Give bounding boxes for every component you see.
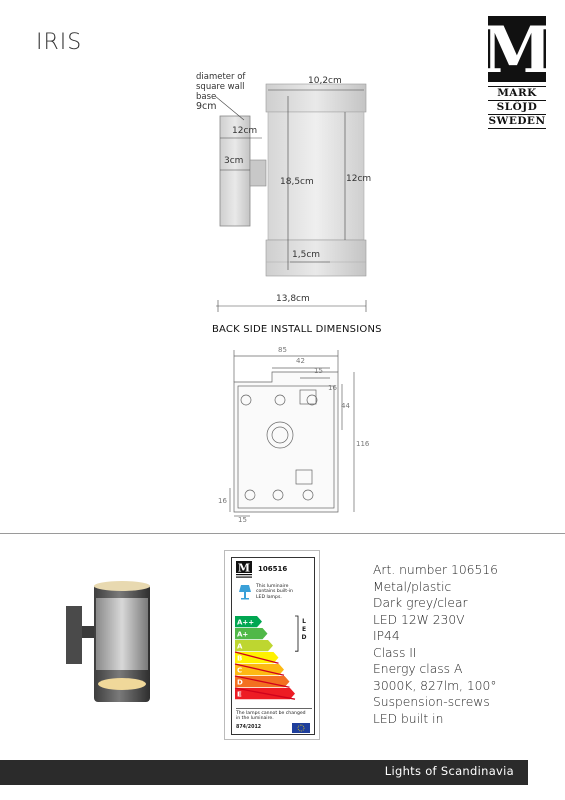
energy-class-label: E	[237, 690, 242, 699]
led-range-bracket	[295, 616, 298, 651]
cylinder-top-cap	[266, 84, 366, 112]
luminaire-note-line-1: This luminaire	[256, 584, 289, 589]
back-dim-bottom-offset: 15	[238, 516, 247, 524]
dim-ring: 1,5cm	[292, 250, 321, 260]
dim-base-height: 12cm	[232, 126, 258, 136]
spec-energy-class: Energy class A	[373, 662, 463, 676]
energy-class-scale	[235, 616, 299, 700]
back-dim-hole-offset: 15	[314, 367, 323, 375]
led-letter-d: D	[301, 634, 307, 641]
spec-material: Metal/plastic	[373, 579, 452, 594]
wall-base-note-line-1: diameter of	[196, 72, 246, 82]
energy-class-label: D	[237, 678, 243, 687]
energy-regulation: 874/2012	[236, 725, 262, 730]
eu-flag-icon	[292, 723, 310, 733]
product-photo	[60, 580, 170, 710]
wall-base-note-line-3: base	[196, 92, 217, 102]
wall-base-note	[196, 72, 245, 112]
spec-class: Class II	[373, 645, 417, 660]
dim-total-depth: 13,8cm	[276, 294, 310, 304]
energy-brand-icon	[236, 561, 252, 579]
back-dim-bottom-height: 16	[218, 497, 227, 505]
back-side-drawing	[0, 330, 565, 530]
energy-lamp-note	[236, 708, 312, 722]
energy-label-frame	[231, 557, 315, 735]
spec-mounting: Suspension-screws	[373, 695, 490, 709]
dim-inner-height: 18,5cm	[280, 177, 314, 187]
lamp-icon	[238, 584, 252, 600]
footer-tagline: Lights of Scandinavia	[384, 764, 514, 778]
section-divider	[0, 533, 565, 534]
spec-color: Dark grey/clear	[373, 596, 468, 610]
back-dim-spacing: 44	[341, 402, 350, 410]
spec-power: LED 12W 230V	[373, 612, 465, 627]
wall-base-note-line-2: square wall	[196, 82, 245, 92]
spec-ip-rating: IP44	[373, 629, 400, 643]
spec-art-number: Art. number 106516	[373, 563, 498, 577]
energy-class-label: C	[237, 666, 243, 675]
product-specs	[373, 562, 498, 727]
back-side-title: BACK SIDE INSTALL DIMENSIONS	[212, 324, 382, 335]
energy-luminaire-note	[256, 584, 293, 600]
back-dim-height: 116	[356, 440, 370, 448]
side-view-drawing	[0, 0, 565, 320]
led-letter-l: L	[302, 618, 306, 625]
lamp-note-line-1: The lamps cannot be changed	[236, 711, 306, 716]
energy-brand-letter: M	[237, 561, 251, 575]
arm	[250, 160, 266, 186]
led-letter-e: E	[301, 626, 307, 633]
luminaire-note-line-3: LED lamps.	[256, 594, 282, 600]
energy-class-label: A	[237, 642, 243, 651]
dim-top-width: 10,2cm	[308, 76, 342, 86]
logo-line-1: MARK	[488, 86, 546, 101]
footer-bar	[0, 760, 528, 785]
back-dim-inner-width: 42	[296, 357, 305, 365]
spec-led: LED built in	[373, 711, 444, 726]
energy-art-number: 106516	[258, 565, 288, 573]
logo-line-3: SWEDEN	[488, 115, 546, 127]
energy-led-marker	[300, 618, 308, 642]
wall-base-note-value: 9cm	[196, 101, 217, 112]
back-dim-width: 85	[278, 346, 287, 354]
energy-class-label: A++	[237, 618, 255, 627]
energy-label	[224, 550, 320, 740]
product-title: IRIS	[36, 30, 83, 55]
logo-letter: M	[481, 13, 553, 88]
dim-base-depth: 3cm	[224, 156, 244, 166]
energy-class-label: B	[237, 654, 243, 663]
dim-body-height: 12cm	[346, 174, 372, 184]
logo-line-2: SLÖJD	[488, 101, 546, 115]
luminaire-note-line-2: contains built-in	[256, 589, 293, 595]
back-dim-hole-height: 16	[328, 384, 337, 392]
energy-class-label: A+	[237, 630, 249, 639]
spec-light: 3000K, 827lm, 100°	[373, 678, 497, 693]
lamp-note-line-2: in the luminaire.	[236, 716, 274, 722]
